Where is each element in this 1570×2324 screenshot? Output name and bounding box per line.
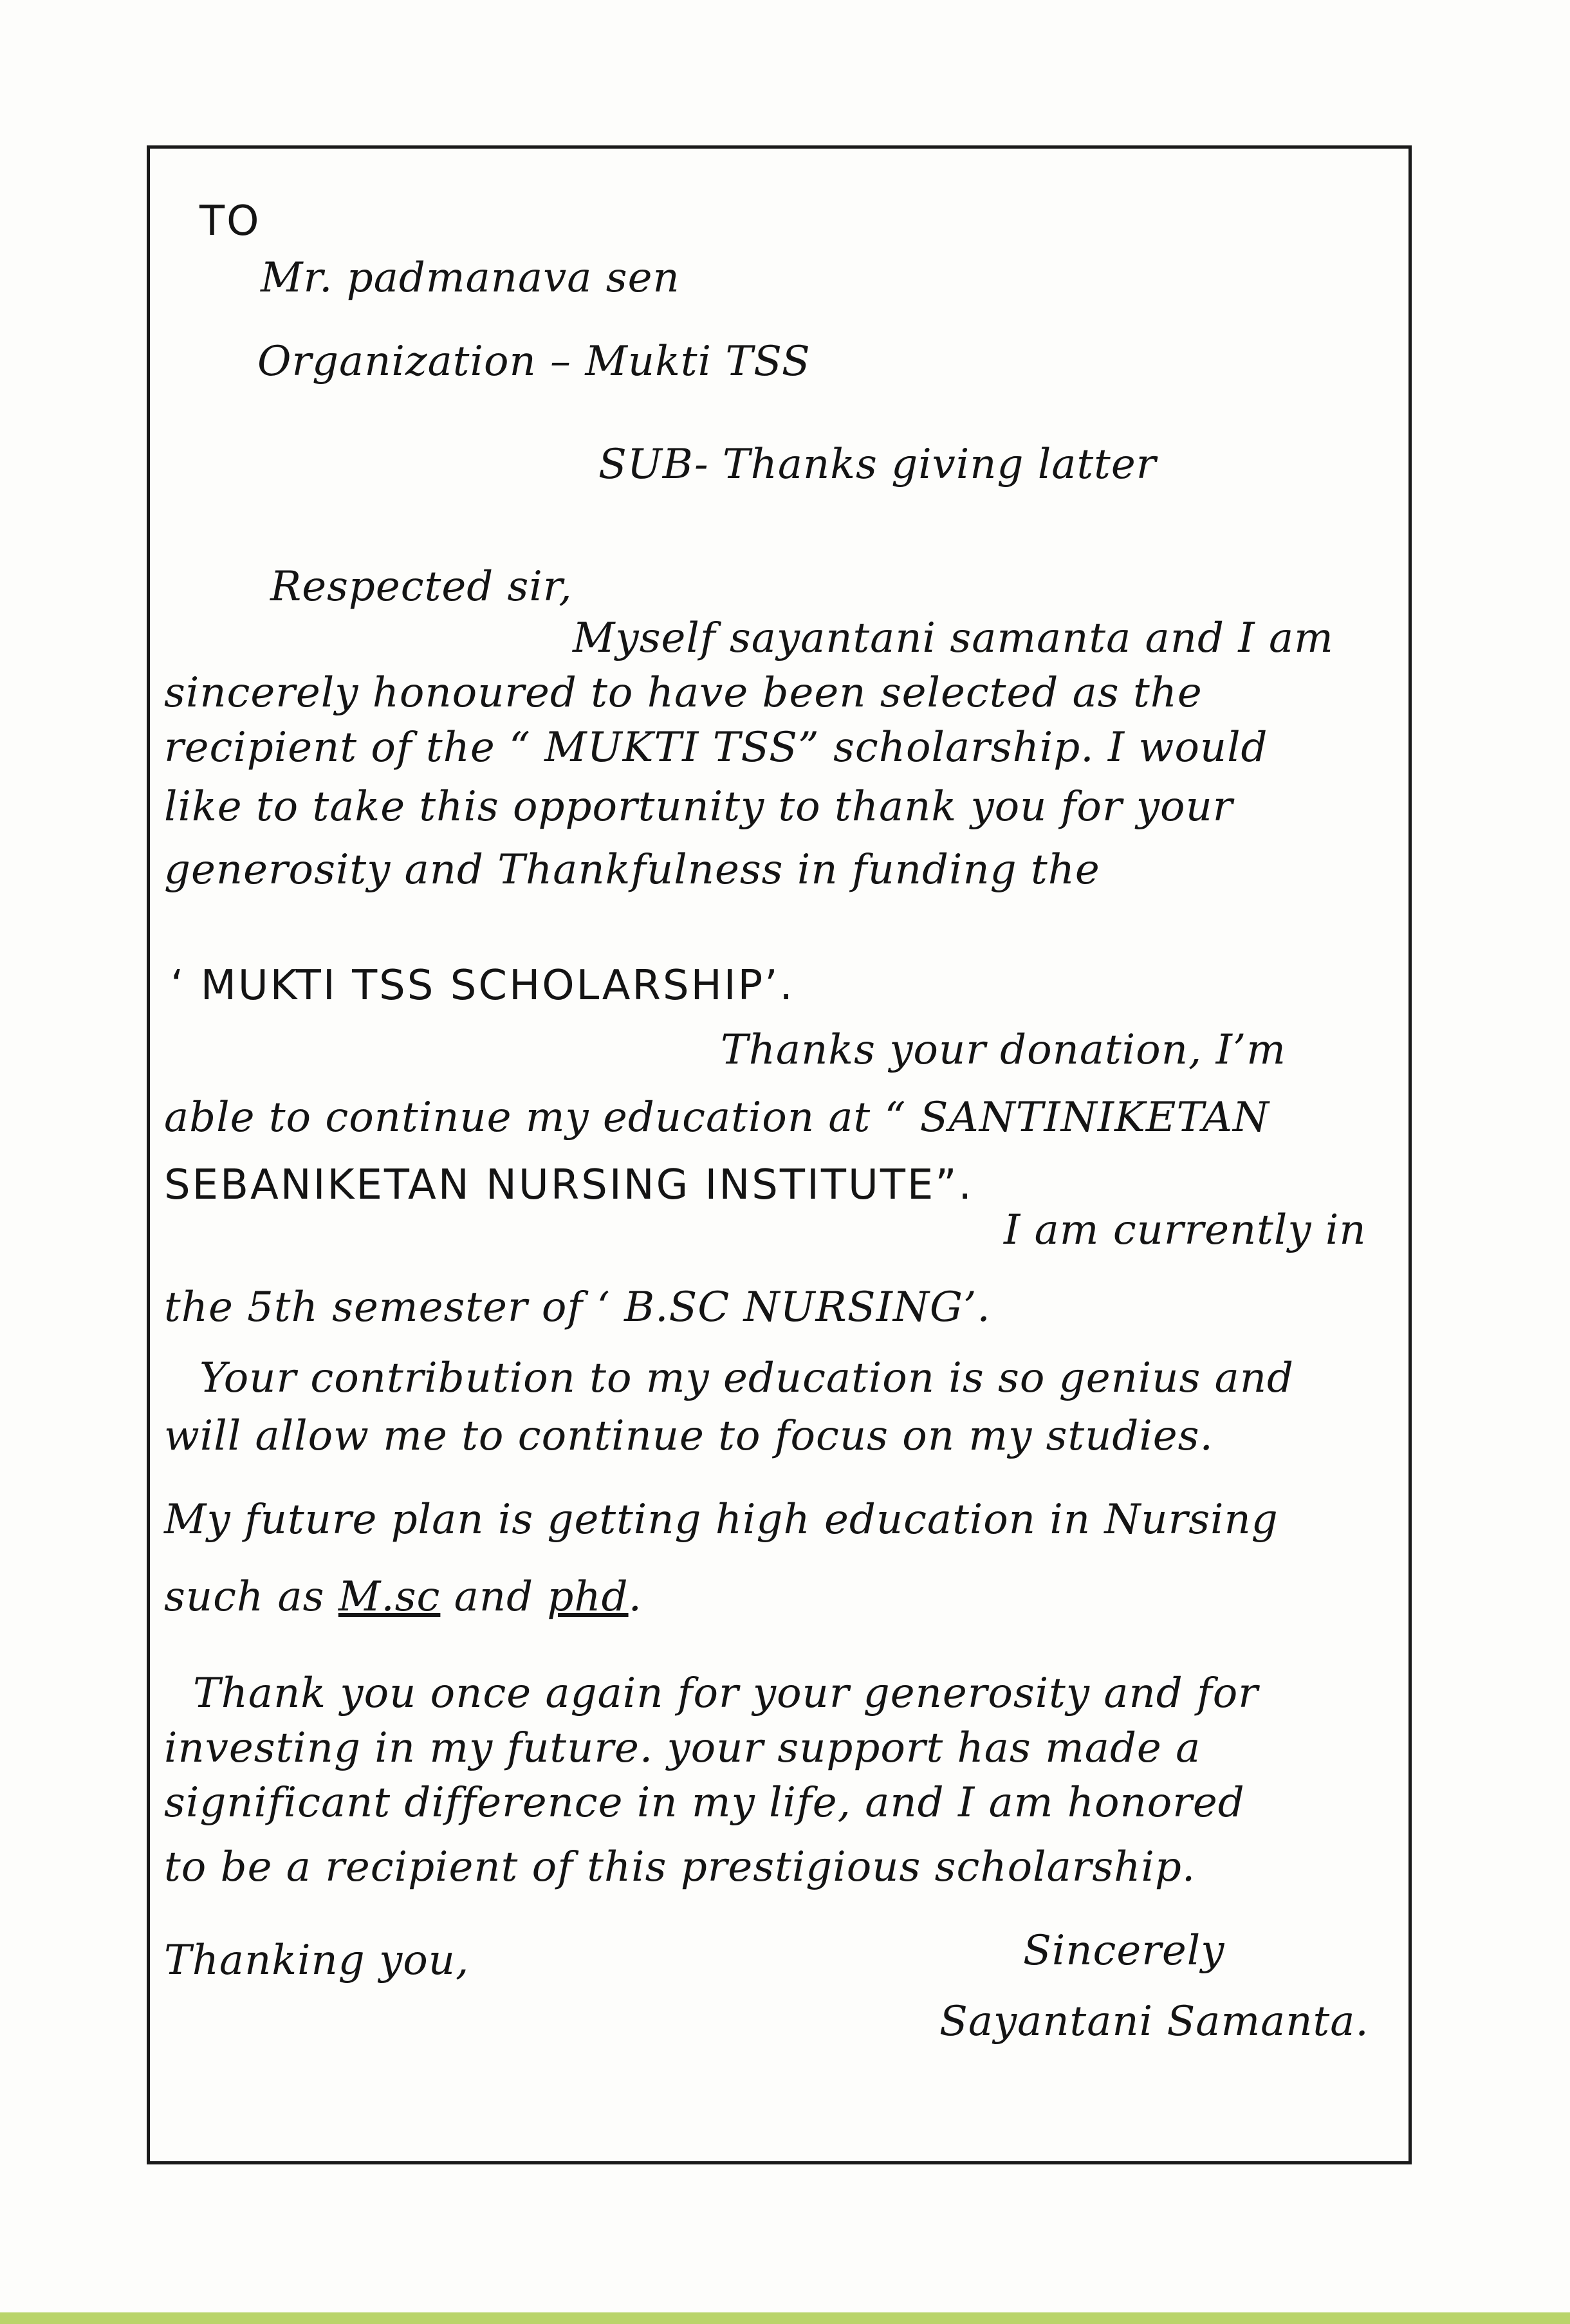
body-line-15-and: and — [454, 1573, 534, 1621]
body-line-16: Thank you once again for your generosity and for — [193, 1670, 1259, 1717]
body-line-14: My future plan is getting high education in Nursing — [164, 1496, 1279, 1544]
body-line-15-period: . — [628, 1573, 642, 1621]
to-label: TO — [199, 198, 261, 245]
bottom-green-strip — [0, 2312, 1570, 2324]
body-line-1: Myself sayantani samanta and I am — [573, 614, 1334, 662]
subject-line: SUB- Thanks giving latter — [598, 441, 1157, 488]
body-line-13: will allow me to continue to focus on my studies. — [164, 1412, 1214, 1460]
signature-name: Sayantani Samanta. — [939, 1998, 1369, 2045]
organization-line: Organization – Mukti TSS — [257, 338, 811, 385]
body-line-10: I am currently in — [1004, 1206, 1367, 1254]
body-line-11: the 5th semester of ‘ B.SC NURSING’. — [164, 1284, 991, 1331]
greeting: Respected sir, — [270, 563, 573, 611]
recipient-name: Mr. padmanava sen — [261, 254, 680, 302]
body-line-15 — [164, 1573, 642, 1621]
body-line-3: recipient of the “ MUKTI TSS” scholarship. I would — [164, 724, 1268, 771]
msc-underlined: M.sc — [338, 1573, 441, 1621]
body-line-18: significant difference in my life, and I am honored — [164, 1779, 1245, 1827]
body-line-8: able to continue my education at “ SANTINIKETAN — [164, 1094, 1270, 1141]
closing-thanking: Thanking you, — [164, 1937, 470, 1984]
body-line-9: SEBANIKETAN NURSING INSTITUTE”. — [164, 1161, 974, 1209]
body-line-15-prefix: such as — [164, 1573, 325, 1621]
body-line-7: Thanks your donation, I’m — [721, 1026, 1286, 1074]
closing-sincerely: Sincerely — [1023, 1927, 1225, 1975]
body-line-17: investing in my future. your support has made a — [164, 1724, 1201, 1772]
body-line-5: generosity and Thankfulness in funding the — [164, 846, 1100, 894]
body-line-12: Your contribution to my education is so genius and — [199, 1354, 1294, 1402]
body-line-19: to be a recipient of this prestigious scholarship. — [164, 1843, 1196, 1891]
phd-underlined: phd — [547, 1573, 629, 1621]
body-line-2: sincerely honoured to have been selected as the — [164, 669, 1203, 717]
body-line-6: ‘ MUKTI TSS SCHOLARSHIP’. — [171, 962, 795, 1010]
body-line-4: like to take this opportunity to thank you for your — [164, 783, 1233, 831]
